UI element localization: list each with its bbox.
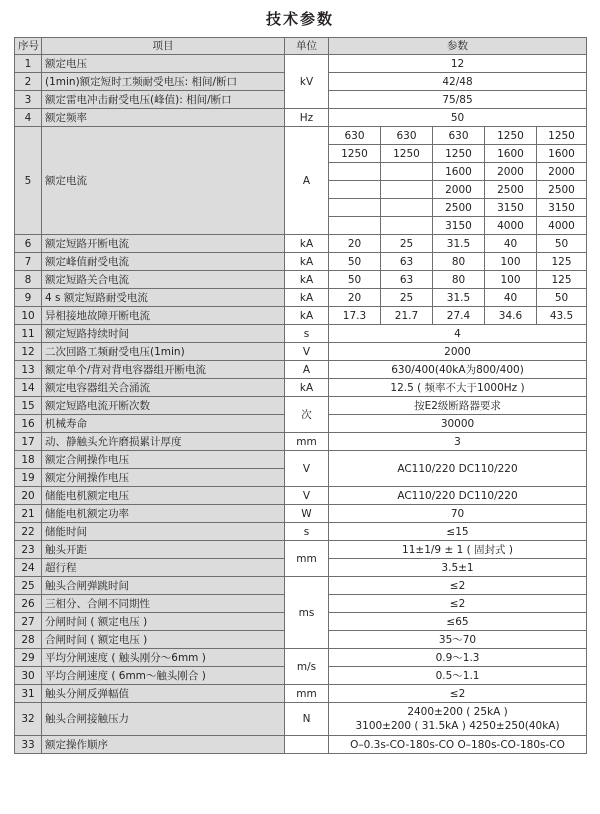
table-row	[15, 325, 587, 343]
row-value: 21.7	[381, 307, 433, 325]
row-item: 平均分闸速度 ( 触头刚分～6mm )	[42, 649, 285, 667]
row-value: 80	[433, 271, 485, 289]
table-row	[15, 361, 587, 379]
table-row	[15, 685, 587, 703]
header-no: 序号	[15, 38, 42, 55]
row-item: 额定电容器组关合涌流	[42, 379, 285, 397]
grid-cell: 2500	[537, 181, 587, 199]
table-row	[15, 649, 587, 667]
row-value: 31.5	[433, 289, 485, 307]
row-value: 25	[381, 235, 433, 253]
row-unit: m/s	[285, 649, 329, 685]
row-item: 额定操作顺序	[42, 736, 285, 754]
row-no: 8	[15, 271, 42, 289]
row-no: 30	[15, 667, 42, 685]
row-unit: s	[285, 523, 329, 541]
row-no: 33	[15, 736, 42, 754]
row-no: 16	[15, 415, 42, 433]
grid-cell: 1600	[537, 145, 587, 163]
table-row	[15, 343, 587, 361]
row-value: 70	[329, 505, 587, 523]
table-row	[15, 289, 587, 307]
row-value: 630/400(40kA为800/400)	[329, 361, 587, 379]
row-no: 10	[15, 307, 42, 325]
row-value	[329, 703, 587, 736]
row-value: ≤15	[329, 523, 587, 541]
row-no: 3	[15, 91, 42, 109]
table-row	[15, 379, 587, 397]
grid-cell: 2000	[537, 163, 587, 181]
row-unit: kA	[285, 271, 329, 289]
row-value: 12	[329, 55, 587, 73]
grid-cell: 630	[329, 127, 381, 145]
grid-cell: 1250	[537, 127, 587, 145]
row-unit: kA	[285, 289, 329, 307]
row-no: 22	[15, 523, 42, 541]
row-value: 30000	[329, 415, 587, 433]
grid-cell: 630	[381, 127, 433, 145]
row-value: 43.5	[537, 307, 587, 325]
grid-cell	[381, 199, 433, 217]
table-header-row	[15, 38, 587, 55]
row-value: 11±1/9 ± 1 ( 固封式 )	[329, 541, 587, 559]
row-item: 额定短路电流开断次数	[42, 397, 285, 415]
row-no: 27	[15, 613, 42, 631]
row-value: AC110/220 DC110/220	[329, 451, 587, 487]
row-item: 额定合闸操作电压	[42, 451, 285, 469]
row-no: 23	[15, 541, 42, 559]
row-item: 储能时间	[42, 523, 285, 541]
row-value: 50	[329, 109, 587, 127]
table-row	[15, 505, 587, 523]
row-value: 50	[537, 235, 587, 253]
row-value: 100	[485, 253, 537, 271]
row-item: 超行程	[42, 559, 285, 577]
row-value: 125	[537, 253, 587, 271]
row-item: 机械寿命	[42, 415, 285, 433]
grid-cell	[381, 181, 433, 199]
row-no: 1	[15, 55, 42, 73]
table-row	[15, 307, 587, 325]
row-value: 75/85	[329, 91, 587, 109]
row-item: 合闸时间 ( 额定电压 )	[42, 631, 285, 649]
row-no: 15	[15, 397, 42, 415]
row-no: 9	[15, 289, 42, 307]
grid-cell: 3150	[537, 199, 587, 217]
row-value: 25	[381, 289, 433, 307]
row-unit: kA	[285, 235, 329, 253]
row-value: 12.5 ( 频率不大于1000Hz )	[329, 379, 587, 397]
table-row	[15, 55, 587, 73]
table-row	[15, 703, 587, 736]
row-value: 31.5	[433, 235, 485, 253]
row-unit: kV	[285, 55, 329, 109]
grid-cell: 1250	[329, 145, 381, 163]
row-value: 4	[329, 325, 587, 343]
grid-cell	[329, 181, 381, 199]
row-value: 50	[537, 289, 587, 307]
row-unit: ms	[285, 577, 329, 649]
table-row	[15, 253, 587, 271]
row-item: 额定雷电冲击耐受电压(峰值): 相间/断口	[42, 91, 285, 109]
row-value: 50	[329, 271, 381, 289]
row-item: 二次回路工频耐受电压(1min)	[42, 343, 285, 361]
row-value: 0.9～1.3	[329, 649, 587, 667]
row-value: 40	[485, 289, 537, 307]
row-no: 14	[15, 379, 42, 397]
row-item: 额定短路开断电流	[42, 235, 285, 253]
row-unit: kA	[285, 253, 329, 271]
table-row	[15, 235, 587, 253]
row-unit: 次	[285, 397, 329, 433]
row-no: 18	[15, 451, 42, 469]
table-row	[15, 271, 587, 289]
row-no: 12	[15, 343, 42, 361]
row-no: 32	[15, 703, 42, 736]
row-item: 平均合闸速度 ( 6mm～触头刚合 )	[42, 667, 285, 685]
row-item: 额定单个/背对背电容器组开断电流	[42, 361, 285, 379]
grid-cell	[381, 163, 433, 181]
row-value: ≤2	[329, 595, 587, 613]
row-value: 20	[329, 235, 381, 253]
row-unit: mm	[285, 433, 329, 451]
table-row	[15, 541, 587, 559]
row-value: 42/48	[329, 73, 587, 91]
row-item: 三相分、合闸不同期性	[42, 595, 285, 613]
row-value: 3	[329, 433, 587, 451]
row-no: 25	[15, 577, 42, 595]
row-value-line-1: 2400±200 ( 25kA )	[407, 706, 508, 718]
row-no: 29	[15, 649, 42, 667]
grid-cell: 4000	[537, 217, 587, 235]
row-unit: W	[285, 505, 329, 523]
row-value: 27.4	[433, 307, 485, 325]
row-value: AC110/220 DC110/220	[329, 487, 587, 505]
row-value: 3.5±1	[329, 559, 587, 577]
row-value: 40	[485, 235, 537, 253]
row-no: 28	[15, 631, 42, 649]
grid-cell: 630	[433, 127, 485, 145]
row-unit: kA	[285, 307, 329, 325]
row-no: 24	[15, 559, 42, 577]
row-unit: mm	[285, 685, 329, 703]
row-no: 7	[15, 253, 42, 271]
row-no: 2	[15, 73, 42, 91]
row-item: 4 s 额定短路耐受电流	[42, 289, 285, 307]
grid-cell: 1600	[433, 163, 485, 181]
row-value: 35～70	[329, 631, 587, 649]
row-item: 额定电流	[42, 127, 285, 235]
grid-cell: 2000	[433, 181, 485, 199]
row-value: 17.3	[329, 307, 381, 325]
row-item: 分闸时间 ( 额定电压 )	[42, 613, 285, 631]
row-value: 0.5～1.1	[329, 667, 587, 685]
spec-table	[14, 37, 587, 754]
page-title: 技术参数	[265, 10, 334, 28]
row-item: 额定短路持续时间	[42, 325, 285, 343]
row-item: 动、静触头允许磨损累计厚度	[42, 433, 285, 451]
table-row	[15, 433, 587, 451]
row-unit: V	[285, 487, 329, 505]
row-no: 11	[15, 325, 42, 343]
row-item: 额定电压	[42, 55, 285, 73]
row-unit: s	[285, 325, 329, 343]
header-item: 项目	[42, 38, 285, 55]
grid-cell: 1250	[433, 145, 485, 163]
row-unit: N	[285, 703, 329, 736]
row-no: 5	[15, 127, 42, 235]
grid-cell: 3150	[433, 217, 485, 235]
table-row	[15, 487, 587, 505]
row-value: 按E2级断路器要求	[329, 397, 587, 415]
row-item: 储能电机额定电压	[42, 487, 285, 505]
row-item: 触头合闸接触压力	[42, 703, 285, 736]
row-unit: mm	[285, 541, 329, 577]
row-item: 触头分闸反弹幅值	[42, 685, 285, 703]
row-value: 100	[485, 271, 537, 289]
row-no: 13	[15, 361, 42, 379]
grid-cell: 1250	[485, 127, 537, 145]
grid-cell	[329, 199, 381, 217]
row-item: 触头合闸弹跳时间	[42, 577, 285, 595]
row-value: 80	[433, 253, 485, 271]
row-item: 触头开距	[42, 541, 285, 559]
row-unit: Hz	[285, 109, 329, 127]
grid-cell	[329, 217, 381, 235]
row-value: 20	[329, 289, 381, 307]
row-unit	[285, 736, 329, 754]
row-value-line-2: 3100±200 ( 31.5kA ) 4250±250(40kA)	[355, 720, 560, 732]
header-params: 参数	[329, 38, 587, 55]
table-row	[15, 397, 587, 415]
row-no: 19	[15, 469, 42, 487]
row-item: (1min)额定短时工频耐受电压: 相间/断口	[42, 73, 285, 91]
row-no: 26	[15, 595, 42, 613]
row-item: 额定分闸操作电压	[42, 469, 285, 487]
grid-cell: 2500	[433, 199, 485, 217]
grid-cell: 1600	[485, 145, 537, 163]
row-value: 34.6	[485, 307, 537, 325]
row-item: 额定短路关合电流	[42, 271, 285, 289]
row-no: 21	[15, 505, 42, 523]
table-row	[15, 523, 587, 541]
row-item: 额定峰值耐受电流	[42, 253, 285, 271]
table-row	[15, 451, 587, 469]
grid-cell	[329, 163, 381, 181]
row-no: 31	[15, 685, 42, 703]
header-unit: 单位	[285, 38, 329, 55]
row-item: 额定频率	[42, 109, 285, 127]
row-unit: A	[285, 127, 329, 235]
row-item: 储能电机额定功率	[42, 505, 285, 523]
row-unit: A	[285, 361, 329, 379]
row-value: 2000	[329, 343, 587, 361]
row-no: 6	[15, 235, 42, 253]
table-row	[15, 577, 587, 595]
grid-cell: 1250	[381, 145, 433, 163]
row-value: 125	[537, 271, 587, 289]
table-row	[15, 736, 587, 754]
row-no: 17	[15, 433, 42, 451]
row-unit: V	[285, 343, 329, 361]
table-row	[15, 127, 587, 145]
row-no: 4	[15, 109, 42, 127]
row-value: ≤2	[329, 577, 587, 595]
grid-cell: 2000	[485, 163, 537, 181]
row-value: ≤65	[329, 613, 587, 631]
row-no: 20	[15, 487, 42, 505]
grid-cell: 4000	[485, 217, 537, 235]
grid-cell	[381, 217, 433, 235]
row-unit: V	[285, 451, 329, 487]
row-value: O–0.3s-CO-180s-CO O–180s-CO-180s-CO	[329, 736, 587, 754]
row-value: 63	[381, 271, 433, 289]
grid-cell: 2500	[485, 181, 537, 199]
table-row	[15, 109, 587, 127]
row-item: 异相接地故障开断电流	[42, 307, 285, 325]
row-value: 63	[381, 253, 433, 271]
row-unit: kA	[285, 379, 329, 397]
row-value: 50	[329, 253, 381, 271]
grid-cell: 3150	[485, 199, 537, 217]
row-value: ≤2	[329, 685, 587, 703]
